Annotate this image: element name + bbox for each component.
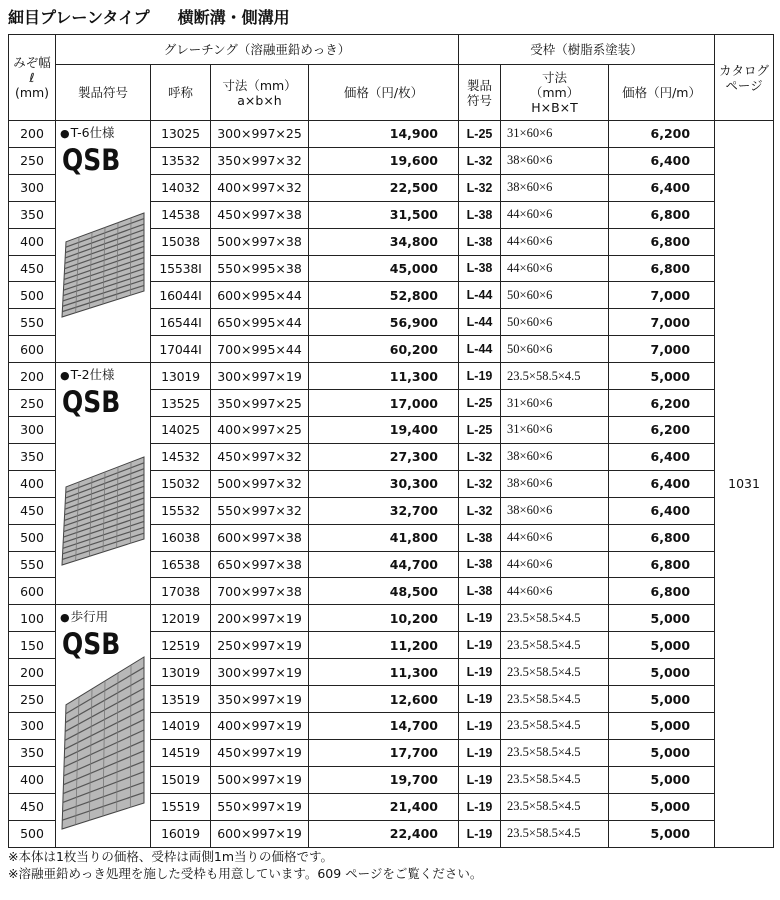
product-cell: [56, 363, 151, 605]
price-table: [8, 34, 774, 848]
price-cell: 27,300: [309, 443, 459, 470]
name-cell: 13519: [151, 686, 211, 713]
frame-price-cell: 6,400: [609, 147, 715, 174]
frame-code-cell: L-38: [459, 524, 501, 551]
footnote: ※溶融亜鉛めっき処理を施した受枠も用意しています。609 ページをご覧ください。: [8, 866, 483, 881]
frame-code-cell: L-19: [459, 605, 501, 632]
name-cell: 13532: [151, 147, 211, 174]
price-cell: 11,300: [309, 363, 459, 390]
price-cell: 19,600: [309, 147, 459, 174]
name-cell: 16019: [151, 820, 211, 847]
dimension-cell: 350×997×32: [211, 147, 309, 174]
table-row: [9, 121, 774, 148]
frame-price-cell: 6,400: [609, 443, 715, 470]
grating-illustration: [60, 655, 146, 833]
bullet-icon: ●: [60, 611, 70, 625]
frame-code-cell: L-19: [459, 793, 501, 820]
brand-name: QSB: [62, 143, 121, 178]
name-cell: 15032: [151, 470, 211, 497]
dimension-cell: 500×997×38: [211, 228, 309, 255]
frame-code-cell: L-25: [459, 121, 501, 148]
header-dimension: 寸法（mm） a×b×h: [211, 65, 309, 121]
frame-price-cell: 6,200: [609, 121, 715, 148]
frame-price-cell: 6,400: [609, 497, 715, 524]
dimension-cell: 500×997×32: [211, 470, 309, 497]
frame-code-cell: L-19: [459, 766, 501, 793]
dimension-cell: 350×997×25: [211, 390, 309, 417]
dimension-cell: 500×997×19: [211, 766, 309, 793]
frame-price-cell: 5,000: [609, 363, 715, 390]
frame-price-cell: 5,000: [609, 766, 715, 793]
dimension-cell: 700×995×44: [211, 336, 309, 363]
frame-dim-cell: 23.5×58.5×4.5: [501, 605, 609, 632]
dimension-cell: 650×995×44: [211, 309, 309, 336]
price-cell: 11,300: [309, 659, 459, 686]
name-cell: 16044I: [151, 282, 211, 309]
name-cell: 16038: [151, 524, 211, 551]
width-cell: 200: [9, 363, 56, 390]
dimension-cell: 450×997×19: [211, 739, 309, 766]
price-cell: 32,700: [309, 497, 459, 524]
price-cell: 30,300: [309, 470, 459, 497]
frame-code-cell: L-19: [459, 363, 501, 390]
width-cell: 350: [9, 443, 56, 470]
header-frame-group: 受枠（樹脂系塗装）: [459, 35, 715, 65]
frame-code-cell: L-19: [459, 659, 501, 686]
price-cell: 48,500: [309, 578, 459, 605]
frame-price-cell: 7,000: [609, 282, 715, 309]
frame-dim-cell: 23.5×58.5×4.5: [501, 632, 609, 659]
frame-dim-cell: 44×60×6: [501, 255, 609, 282]
frame-code-cell: L-44: [459, 336, 501, 363]
frame-price-cell: 6,800: [609, 228, 715, 255]
width-cell: 250: [9, 390, 56, 417]
dimension-cell: 400×997×19: [211, 713, 309, 740]
frame-code-cell: L-19: [459, 739, 501, 766]
name-cell: 12019: [151, 605, 211, 632]
header-catalog: カタログ ページ: [715, 35, 774, 121]
frame-price-cell: 5,000: [609, 820, 715, 847]
name-cell: 15019: [151, 766, 211, 793]
frame-price-cell: 5,000: [609, 605, 715, 632]
header-product-code: 製品符号: [56, 65, 151, 121]
grating-illustration: [60, 211, 146, 321]
frame-dim-cell: 38×60×6: [501, 470, 609, 497]
price-cell: 11,200: [309, 632, 459, 659]
frame-dim-cell: 38×60×6: [501, 497, 609, 524]
frame-dim-cell: 23.5×58.5×4.5: [501, 363, 609, 390]
header-frame-code: 製品 符号: [459, 65, 501, 121]
name-cell: 13025: [151, 121, 211, 148]
dimension-cell: 300×997×19: [211, 659, 309, 686]
frame-dim-cell: 31×60×6: [501, 121, 609, 148]
width-cell: 150: [9, 632, 56, 659]
dimension-cell: 300×997×19: [211, 363, 309, 390]
frame-price-cell: 6,800: [609, 551, 715, 578]
frame-dim-cell: 31×60×6: [501, 390, 609, 417]
table-row: [9, 363, 774, 390]
price-cell: 44,700: [309, 551, 459, 578]
frame-dim-cell: 23.5×58.5×4.5: [501, 686, 609, 713]
spec-label: ●歩行用: [60, 609, 109, 625]
header-grating-group: グレーチング（溶融亜鉛めっき）: [56, 35, 459, 65]
frame-code-cell: L-19: [459, 713, 501, 740]
frame-dim-cell: 38×60×6: [501, 174, 609, 201]
price-cell: 41,800: [309, 524, 459, 551]
frame-code-cell: L-44: [459, 282, 501, 309]
frame-price-cell: 6,200: [609, 417, 715, 444]
frame-price-cell: 6,400: [609, 470, 715, 497]
width-cell: 400: [9, 228, 56, 255]
width-cell: 500: [9, 282, 56, 309]
frame-price-cell: 5,000: [609, 632, 715, 659]
frame-code-cell: L-19: [459, 820, 501, 847]
dimension-cell: 650×997×38: [211, 551, 309, 578]
frame-dim-cell: 50×60×6: [501, 282, 609, 309]
bullet-icon: ●: [60, 369, 70, 383]
frame-code-cell: L-32: [459, 497, 501, 524]
dimension-cell: 250×997×19: [211, 632, 309, 659]
product-cell: [56, 605, 151, 847]
frame-price-cell: 7,000: [609, 309, 715, 336]
dimension-cell: 700×997×38: [211, 578, 309, 605]
width-cell: 300: [9, 174, 56, 201]
frame-code-cell: L-38: [459, 551, 501, 578]
name-cell: 15538I: [151, 255, 211, 282]
price-cell: 19,400: [309, 417, 459, 444]
width-cell: 450: [9, 793, 56, 820]
name-cell: 13525: [151, 390, 211, 417]
table-row: [9, 605, 774, 632]
frame-code-cell: L-32: [459, 174, 501, 201]
page-title: [8, 6, 290, 30]
price-cell: 19,700: [309, 766, 459, 793]
name-cell: 16544I: [151, 309, 211, 336]
name-cell: 15519: [151, 793, 211, 820]
width-cell: 550: [9, 309, 56, 336]
frame-price-cell: 6,400: [609, 174, 715, 201]
width-cell: 500: [9, 820, 56, 847]
frame-price-cell: 6,800: [609, 255, 715, 282]
name-cell: 14519: [151, 739, 211, 766]
frame-price-cell: 5,000: [609, 793, 715, 820]
width-cell: 200: [9, 121, 56, 148]
price-cell: 17,000: [309, 390, 459, 417]
spec-label: ●T-2仕様: [60, 367, 115, 383]
price-cell: 22,500: [309, 174, 459, 201]
frame-code-cell: L-19: [459, 632, 501, 659]
width-cell: 350: [9, 739, 56, 766]
frame-dim-cell: 44×60×6: [501, 551, 609, 578]
frame-dim-cell: 44×60×6: [501, 578, 609, 605]
name-cell: 17038: [151, 578, 211, 605]
header-name: 呼称: [151, 65, 211, 121]
frame-dim-cell: 50×60×6: [501, 309, 609, 336]
header-width: みぞ幅 ℓ (mm): [9, 35, 56, 121]
frame-code-cell: L-38: [459, 201, 501, 228]
dimension-cell: 600×995×44: [211, 282, 309, 309]
price-cell: 34,800: [309, 228, 459, 255]
frame-code-cell: L-32: [459, 470, 501, 497]
catalog-page: 1031: [715, 121, 774, 848]
price-cell: 31,500: [309, 201, 459, 228]
width-cell: 350: [9, 201, 56, 228]
dimension-cell: 450×997×32: [211, 443, 309, 470]
width-cell: 400: [9, 470, 56, 497]
product-cell: [56, 121, 151, 363]
frame-code-cell: L-25: [459, 390, 501, 417]
frame-dim-cell: 23.5×58.5×4.5: [501, 659, 609, 686]
dimension-cell: 300×997×25: [211, 121, 309, 148]
header-price: 価格（円/枚）: [309, 65, 459, 121]
frame-dim-cell: 23.5×58.5×4.5: [501, 793, 609, 820]
frame-code-cell: L-38: [459, 578, 501, 605]
price-cell: 14,900: [309, 121, 459, 148]
width-cell: 300: [9, 417, 56, 444]
title-product-type: 細目プレーンタイプ: [8, 8, 150, 27]
price-cell: 56,900: [309, 309, 459, 336]
width-cell: 600: [9, 336, 56, 363]
frame-code-cell: L-19: [459, 686, 501, 713]
frame-dim-cell: 31×60×6: [501, 417, 609, 444]
price-cell: 17,700: [309, 739, 459, 766]
price-cell: 21,400: [309, 793, 459, 820]
frame-dim-cell: 44×60×6: [501, 201, 609, 228]
width-cell: 450: [9, 255, 56, 282]
name-cell: 14538: [151, 201, 211, 228]
frame-dim-cell: 23.5×58.5×4.5: [501, 739, 609, 766]
width-cell: 500: [9, 524, 56, 551]
dimension-cell: 550×995×38: [211, 255, 309, 282]
name-cell: 14025: [151, 417, 211, 444]
frame-price-cell: 5,000: [609, 659, 715, 686]
dimension-cell: 550×997×32: [211, 497, 309, 524]
frame-dim-cell: 38×60×6: [501, 147, 609, 174]
width-cell: 400: [9, 766, 56, 793]
bullet-icon: ●: [60, 127, 70, 140]
frame-price-cell: 5,000: [609, 713, 715, 740]
footnotes: [8, 848, 482, 882]
width-cell: 550: [9, 551, 56, 578]
footnote: ※本体は1枚当りの価格、受枠は両側1m当りの価格です。: [8, 849, 334, 864]
brand-name: QSB: [62, 627, 121, 662]
name-cell: 17044I: [151, 336, 211, 363]
frame-code-cell: L-32: [459, 443, 501, 470]
spec-label: ●T-6仕様: [60, 125, 115, 140]
name-cell: 13019: [151, 363, 211, 390]
price-cell: 10,200: [309, 605, 459, 632]
name-cell: 12519: [151, 632, 211, 659]
price-cell: 14,700: [309, 713, 459, 740]
dimension-cell: 450×997×38: [211, 201, 309, 228]
frame-price-cell: 6,800: [609, 578, 715, 605]
frame-code-cell: L-44: [459, 309, 501, 336]
dimension-cell: 600×997×38: [211, 524, 309, 551]
price-cell: 60,200: [309, 336, 459, 363]
dimension-cell: 550×997×19: [211, 793, 309, 820]
frame-price-cell: 6,800: [609, 524, 715, 551]
title-usage: 横断溝・側溝用: [177, 8, 290, 27]
frame-price-cell: 6,800: [609, 201, 715, 228]
width-cell: 200: [9, 659, 56, 686]
name-cell: 13019: [151, 659, 211, 686]
frame-code-cell: L-38: [459, 228, 501, 255]
frame-price-cell: 5,000: [609, 686, 715, 713]
name-cell: 14032: [151, 174, 211, 201]
dimension-cell: 350×997×19: [211, 686, 309, 713]
grating-illustration: [60, 455, 146, 569]
price-cell: 12,600: [309, 686, 459, 713]
frame-dim-cell: 23.5×58.5×4.5: [501, 820, 609, 847]
width-cell: 300: [9, 713, 56, 740]
header-frame-dim: 寸法 （mm） H×B×T: [501, 65, 609, 121]
frame-price-cell: 6,200: [609, 390, 715, 417]
dimension-cell: 600×997×19: [211, 820, 309, 847]
width-cell: 100: [9, 605, 56, 632]
dimension-cell: 400×997×25: [211, 417, 309, 444]
frame-price-cell: 5,000: [609, 739, 715, 766]
brand-name: QSB: [62, 385, 121, 420]
dimension-cell: 400×997×32: [211, 174, 309, 201]
width-cell: 250: [9, 686, 56, 713]
frame-price-cell: 7,000: [609, 336, 715, 363]
price-cell: 22,400: [309, 820, 459, 847]
frame-dim-cell: 44×60×6: [501, 228, 609, 255]
frame-dim-cell: 23.5×58.5×4.5: [501, 713, 609, 740]
price-cell: 45,000: [309, 255, 459, 282]
dimension-cell: 200×997×19: [211, 605, 309, 632]
name-cell: 14532: [151, 443, 211, 470]
width-cell: 450: [9, 497, 56, 524]
frame-code-cell: L-25: [459, 417, 501, 444]
frame-dim-cell: 23.5×58.5×4.5: [501, 766, 609, 793]
name-cell: 14019: [151, 713, 211, 740]
width-cell: 250: [9, 147, 56, 174]
frame-dim-cell: 38×60×6: [501, 443, 609, 470]
name-cell: 15532: [151, 497, 211, 524]
frame-code-cell: L-38: [459, 255, 501, 282]
frame-dim-cell: 44×60×6: [501, 524, 609, 551]
name-cell: 15038: [151, 228, 211, 255]
price-cell: 52,800: [309, 282, 459, 309]
width-cell: 600: [9, 578, 56, 605]
name-cell: 16538: [151, 551, 211, 578]
header-frame-price: 価格（円/m）: [609, 65, 715, 121]
frame-dim-cell: 50×60×6: [501, 336, 609, 363]
frame-code-cell: L-32: [459, 147, 501, 174]
